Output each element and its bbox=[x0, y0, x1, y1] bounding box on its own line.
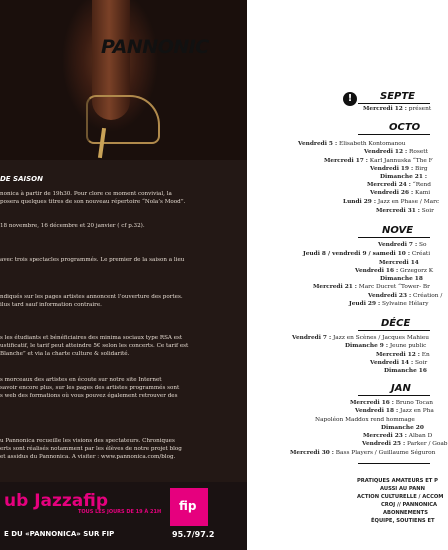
event-line: Mercredi 12 : En bbox=[376, 352, 430, 358]
fip-logo-text: fip bbox=[179, 499, 197, 513]
event-line: Dimanche 21 : bbox=[380, 174, 428, 180]
exclamation-icon: ! bbox=[343, 92, 357, 106]
event-line: Mercredi 17 : Karl Jannuska “The F bbox=[324, 158, 433, 164]
jazzafip-tagline: E DU «PANNONICA» SUR FIP bbox=[4, 530, 115, 538]
jazzafip-schedule: TOUS LES JOURS DE 19 À 21H bbox=[78, 509, 162, 515]
paragraph-line: s web des formations où vous pouvez également retrouver des bbox=[0, 393, 178, 399]
divider bbox=[358, 237, 430, 238]
event-line: Vendredi 23 : Création / bbox=[368, 293, 443, 299]
paragraph-line: posera quelques titres de son nouveau répertoire “Nola’s Mood”. bbox=[0, 199, 186, 205]
event-line: Dimanche 18 bbox=[380, 276, 423, 282]
divider bbox=[358, 103, 430, 104]
event-line: Vendredi 25 : Parker / Goab bbox=[362, 441, 448, 447]
event-line: Vendredi 7 : So bbox=[378, 242, 427, 248]
event-line: Vendredi 5 : Elisabeth Kontomanou bbox=[298, 141, 406, 147]
event-line: Vendredi 19 : Birg bbox=[370, 166, 428, 172]
event-line: Vendredi 18 : Jazz en Pha bbox=[355, 408, 434, 414]
event-line: Vendredi 14 : Soir bbox=[370, 360, 428, 366]
paragraph-line: nonica à partir de 19h30. Pour clore ce moment convivial, la bbox=[0, 191, 172, 197]
divider bbox=[358, 463, 430, 464]
paragraph-line: erts sont réalisés notamment par les élèves de notre projet blog bbox=[0, 446, 182, 452]
footer-line: ACTION CULTURELLE / ACCOM bbox=[357, 494, 444, 500]
shoe-image bbox=[86, 95, 160, 144]
footer-line: ÉQUIPE, SOUTIENS ET bbox=[371, 518, 435, 524]
footer-line: ABONNEMENTS bbox=[383, 510, 428, 516]
event-line: Mercredi 16 : Bruno Tocan bbox=[350, 400, 433, 406]
event-line: Dimanche 20 bbox=[381, 425, 424, 431]
paragraph-line: ustificatif, le tarif peut atteindre 5€ selon les concerts. Ce tarif est bbox=[0, 343, 189, 349]
paragraph-line: ilus tard sauf information contraire. bbox=[0, 302, 102, 308]
event-line: Vendredi 12 : Rosett bbox=[364, 149, 428, 155]
month-december: DÉCE bbox=[381, 318, 411, 329]
event-line: Vendredi 16 : Grzegorz K bbox=[355, 268, 434, 274]
divider bbox=[358, 330, 430, 331]
paragraph-line: Blanche” et via la charte culture & solidarité. bbox=[0, 351, 130, 357]
paragraph-line: savoir encore plus, sur les pages des artistes programmés sont bbox=[0, 385, 180, 391]
paragraph-line: s les étudiants et bénéficiaires des minima sociaux type RSA est bbox=[0, 335, 183, 341]
month-october: OCTO bbox=[389, 122, 421, 133]
jazzafip-title: ub Jazzafip bbox=[4, 491, 109, 511]
month-september: SEPTE bbox=[380, 91, 416, 102]
season-heading: DE SAISON bbox=[0, 175, 43, 183]
paragraph-line: u Pannonica recueille les visions des spectateurs. Chroniques bbox=[0, 438, 175, 444]
event-line: Napoléon Maddox rend hommage bbox=[315, 417, 415, 423]
event-line: Vendredi 26 : Kami bbox=[370, 190, 431, 196]
dancer-photo bbox=[0, 0, 247, 160]
paragraph-line: s morceaux des artistes en écoute sur notre site Internet bbox=[0, 377, 162, 383]
event-line: Dimanche 9 : Jeune public bbox=[345, 343, 427, 349]
month-november: NOVE bbox=[382, 225, 414, 236]
footer-line: CROJ // PANNONICA bbox=[381, 502, 438, 508]
divider bbox=[358, 134, 430, 135]
paragraph-line: avec trois spectacles programmés. Le premier de la saison a lieu bbox=[0, 257, 185, 263]
month-january: JAN bbox=[391, 383, 411, 394]
event-line: Mercredi 30 : Bass Players / Guillaume Séguron bbox=[290, 450, 436, 456]
paragraph-line: ndiqués sur les pages artistes annoncent l’ouverture des portes. bbox=[0, 294, 183, 300]
event-line: Mercredi 21 : Marc Ducret “Tower- Br bbox=[313, 284, 430, 290]
paragraph-line: 18 novembre, 16 décembre et 20 janvier ( cf p.32). bbox=[0, 223, 145, 229]
event-line: Vendredi 7 : Jazz en Scènes / Jacques Mahieu bbox=[292, 335, 430, 341]
event-line: Mercredi 23 : Alban D bbox=[363, 433, 433, 439]
footer-line: AUSSI AU PANN bbox=[380, 486, 425, 492]
event-line: Mercredi 31 : Soir bbox=[376, 208, 434, 214]
event-line: Mercredi 12 : présent bbox=[363, 106, 432, 112]
event-line: Jeudi 29 : Sylvaine Hélary bbox=[349, 301, 429, 307]
event-line: Dimanche 16 bbox=[384, 368, 427, 374]
footer-line: PRATIQUES AMATEURS ET P bbox=[357, 478, 438, 484]
paragraph-line: et assidus du Pannonica. A visiter : www.pannonica.com/blog. bbox=[0, 454, 176, 460]
event-line: Mercredi 14 bbox=[379, 260, 419, 266]
event-line: Jeudi 8 / vendredi 9 / samedi 10 : Créati bbox=[303, 251, 431, 257]
divider bbox=[358, 395, 430, 396]
pannonica-logo: PANNONIC bbox=[101, 36, 209, 58]
event-line: Lundi 29 : Jazz en Phase / Marc bbox=[343, 199, 440, 205]
event-line: Mercredi 24 : “Rend bbox=[367, 182, 431, 188]
fip-frequency: 95.7/97.2 bbox=[172, 530, 215, 539]
